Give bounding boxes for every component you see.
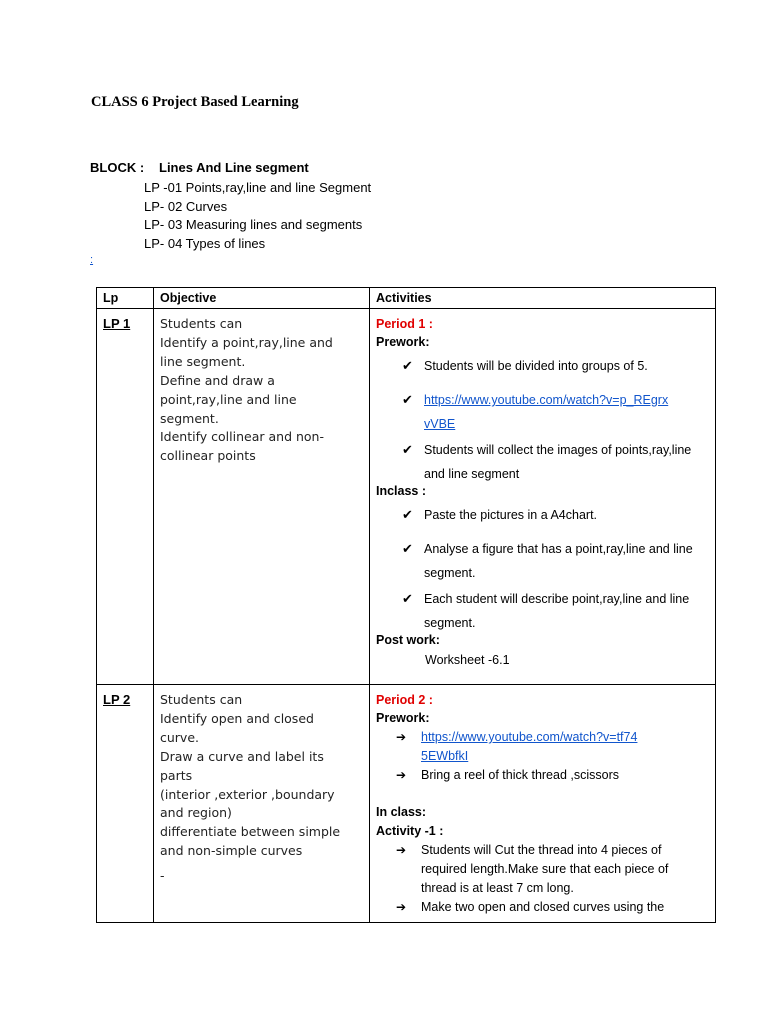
objective-line: Define and draw a	[160, 372, 275, 388]
list-item	[396, 766, 709, 785]
lesson-plan-item: LP- 02 Curves	[144, 198, 228, 214]
objective-line: collinear points	[160, 448, 256, 464]
objective-line: Students can	[160, 692, 243, 707]
list-item-text: Paste the pictures in a A4chart.	[424, 508, 598, 522]
list-item	[402, 388, 709, 436]
lesson-plan-item: LP- 04 Types of lines	[144, 235, 266, 251]
document-title: CLASS 6 Project Based Learning	[91, 94, 299, 110]
lp-cell: LP 1	[97, 309, 154, 685]
youtube-link[interactable]: https://www.youtube.com/watch?v=p_REgrxvVBE	[424, 393, 669, 431]
list-item	[396, 728, 709, 766]
arrow-right-icon: ➔	[396, 730, 407, 744]
check-mark-icon: ✔	[402, 442, 413, 457]
activities-cell	[370, 309, 716, 685]
objective-line: Identify a point,ray,line and	[160, 334, 333, 350]
postwork-label: Post work:	[376, 633, 440, 647]
objective-line: segment.	[160, 410, 219, 426]
stray-colon-link[interactable]: :	[90, 254, 94, 266]
table-row	[97, 685, 716, 923]
inclass-label: In class:	[376, 805, 427, 819]
list-item-text: Make two open and closed curves using the	[421, 900, 665, 914]
header-lp: Lp	[97, 288, 154, 309]
objective-line: line segment.	[160, 353, 246, 369]
header-objective: Objective	[154, 288, 370, 309]
table-header-row	[97, 288, 716, 309]
objective-cell	[154, 309, 370, 685]
list-item	[402, 537, 709, 585]
check-mark-icon: ✔	[402, 591, 413, 606]
objective-line: differentiate between simple	[160, 824, 341, 840]
list-item	[402, 438, 709, 486]
objective-line: and non-simple curves	[160, 843, 303, 859]
objective-line: (interior ,exterior ,boundary	[160, 786, 335, 802]
postwork-text: Worksheet -6.1	[425, 653, 510, 667]
lp-cell: LP 2	[97, 685, 154, 923]
list-item	[396, 898, 709, 917]
check-mark-icon: ✔	[402, 541, 413, 556]
arrow-right-icon: ➔	[396, 843, 407, 857]
objective-line: parts	[160, 767, 193, 783]
objective-line: Identify open and closed	[160, 710, 314, 726]
list-item-text: Bring a reel of thick thread ,scissors	[421, 768, 619, 782]
objective-line: and region)	[160, 805, 232, 821]
list-item	[402, 354, 709, 378]
activities-cell	[370, 685, 716, 923]
period-label: Period 2 :	[376, 693, 433, 707]
lesson-plan-table	[96, 287, 716, 923]
lesson-plan-item: LP- 03 Measuring lines and segments	[144, 217, 363, 233]
list-item	[396, 841, 709, 898]
objective-line: -	[160, 868, 165, 884]
youtube-link[interactable]: https://www.youtube.com/watch?v=tf745EWbfkI	[421, 730, 638, 763]
objective-line: Draw a curve and label its	[160, 748, 324, 764]
block-value: Lines And Line segment	[159, 160, 309, 175]
arrow-right-icon: ➔	[396, 768, 407, 782]
objective-line: Identify collinear and non-	[160, 429, 324, 445]
objective-line: Students can	[160, 316, 243, 331]
check-mark-icon: ✔	[402, 507, 413, 522]
table-row	[97, 309, 716, 685]
prework-label: Prework:	[376, 335, 430, 349]
prework-label: Prework:	[376, 711, 430, 725]
arrow-right-icon: ➔	[396, 900, 407, 914]
activity-label: Activity -1 :	[376, 824, 444, 838]
check-mark-icon: ✔	[402, 392, 413, 407]
inclass-label: Inclass :	[376, 484, 427, 498]
list-item-text: Students will be divided into groups of 5.	[424, 359, 648, 373]
period-label: Period 1 :	[376, 317, 433, 331]
list-item	[402, 587, 709, 635]
list-item-text: Analyse a figure that has a point,ray,line and line segment.	[424, 542, 693, 580]
objective-line: point,ray,line and line	[160, 391, 297, 407]
list-item-text: Students will Cut the thread into 4 pieces of required length.Make sure that each piece of thread is at least 7 cm long.	[421, 843, 669, 895]
objective-line: curve.	[160, 729, 199, 745]
list-item	[402, 503, 709, 527]
check-mark-icon: ✔	[402, 358, 413, 373]
block-heading	[90, 160, 309, 175]
lesson-plan-list	[144, 179, 371, 253]
list-item-text: Each student will describe point,ray,line and line segment.	[424, 592, 690, 630]
header-activities: Activities	[370, 288, 716, 309]
lesson-plan-item: LP -01 Points,ray,line and line Segment	[144, 180, 372, 195]
list-item-text: Students will collect the images of points,ray,line and line segment	[424, 443, 692, 481]
block-label: BLOCK :	[90, 160, 145, 175]
objective-cell	[154, 685, 370, 923]
